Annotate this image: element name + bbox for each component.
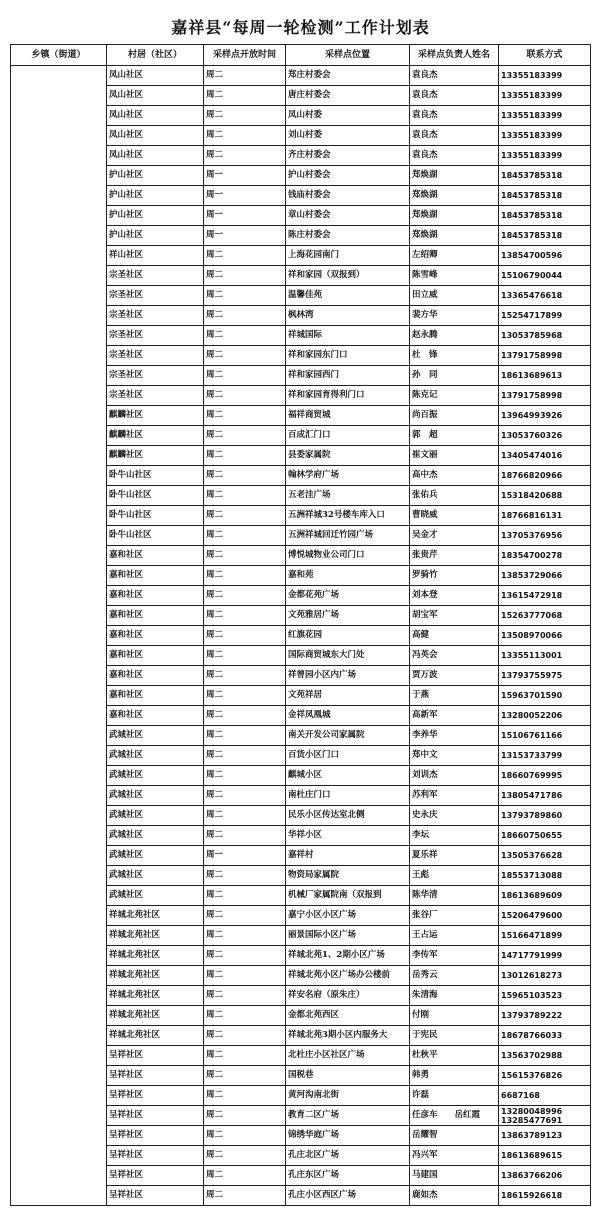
cell-open-time: 周一 xyxy=(204,186,286,206)
cell-contact: 13508970066 xyxy=(499,626,591,646)
cell-contact: 15318420688 xyxy=(499,486,591,506)
cell-location: 丽景国际小区广场 xyxy=(286,926,410,946)
cell-contact: 18613689613 xyxy=(499,366,591,386)
cell-person: 高中杰 xyxy=(410,466,499,486)
cell-location: 祥城国际 xyxy=(286,326,410,346)
cell-open-time: 周二 xyxy=(204,146,286,166)
cell-contact: 14717791999 xyxy=(499,946,591,966)
cell-community: 凤山社区 xyxy=(107,146,204,166)
cell-person: 尚百振 xyxy=(410,406,499,426)
cell-town xyxy=(11,66,107,1206)
cell-open-time: 周二 xyxy=(204,906,286,926)
cell-location: 孔庄小区西区广场 xyxy=(286,1186,410,1206)
cell-open-time: 周二 xyxy=(204,466,286,486)
cell-community: 呈祥社区 xyxy=(107,1166,204,1186)
cell-location: 北杜庄小区社区广场 xyxy=(286,1046,410,1066)
cell-person: 任彦车 岳红霞 xyxy=(410,1106,499,1126)
cell-open-time: 周二 xyxy=(204,306,286,326)
cell-contact: 15263777068 xyxy=(499,606,591,626)
cell-community: 卧牛山社区 xyxy=(107,526,204,546)
cell-community: 武城社区 xyxy=(107,886,204,906)
cell-contact: 13791758998 xyxy=(499,386,591,406)
cell-open-time: 周二 xyxy=(204,406,286,426)
header-contact: 联系方式 xyxy=(499,45,591,66)
cell-person: 王彪 xyxy=(410,866,499,886)
cell-person: 李坛 xyxy=(410,826,499,846)
cell-community: 祥城北苑社区 xyxy=(107,906,204,926)
cell-contact: 15166471899 xyxy=(499,926,591,946)
cell-contact: 13793789860 xyxy=(499,806,591,826)
cell-person: 袁良杰 xyxy=(410,66,499,86)
cell-community: 嘉和社区 xyxy=(107,646,204,666)
cell-person: 袁良杰 xyxy=(410,106,499,126)
cell-open-time: 周二 xyxy=(204,126,286,146)
cell-person: 韩勇 xyxy=(410,1066,499,1086)
cell-location: 五老洼广场 xyxy=(286,486,410,506)
cell-contact: 18613689615 xyxy=(499,1146,591,1166)
cell-location: 郑庄村委会 xyxy=(286,66,410,86)
cell-location: 物资局家属院 xyxy=(286,866,410,886)
cell-location: 祥安名府（原朱庄） xyxy=(286,986,410,1006)
cell-location: 教育二区广场 xyxy=(286,1106,410,1126)
cell-location: 陈庄村委会 xyxy=(286,226,410,246)
cell-community: 麒麟社区 xyxy=(107,446,204,466)
cell-location: 华祥小区 xyxy=(286,826,410,846)
cell-community: 护山社区 xyxy=(107,166,204,186)
cell-person: 赵永腾 xyxy=(410,326,499,346)
cell-location: 文苑雅居广场 xyxy=(286,606,410,626)
cell-open-time: 周二 xyxy=(204,1146,286,1166)
cell-person: 崔文丽 xyxy=(410,446,499,466)
cell-person: 杜 锋 xyxy=(410,346,499,366)
cell-community: 嘉和社区 xyxy=(107,686,204,706)
cell-person: 张贵芹 xyxy=(410,546,499,566)
cell-contact: 18615926618 xyxy=(499,1186,591,1206)
cell-person: 左绍卿 xyxy=(410,246,499,266)
cell-contact: 15106790044 xyxy=(499,266,591,286)
cell-contact: 18660750655 xyxy=(499,826,591,846)
cell-contact: 13280052206 xyxy=(499,706,591,726)
cell-contact: 13854700596 xyxy=(499,246,591,266)
cell-community: 武城社区 xyxy=(107,806,204,826)
header-row xyxy=(11,45,591,66)
cell-location: 祥城北苑3期小区内服务大 xyxy=(286,1026,410,1046)
cell-location: 博悦城物业公司门口 xyxy=(286,546,410,566)
cell-person: 岳耀智 xyxy=(410,1126,499,1146)
cell-person: 陈雪峰 xyxy=(410,266,499,286)
cell-person: 张谷厂 xyxy=(410,906,499,926)
cell-open-time: 周二 xyxy=(204,346,286,366)
cell-community: 卧牛山社区 xyxy=(107,466,204,486)
cell-person: 苏利军 xyxy=(410,786,499,806)
cell-contact: 15106761166 xyxy=(499,726,591,746)
cell-contact: 13153733799 xyxy=(499,746,591,766)
cell-community: 呈祥社区 xyxy=(107,1066,204,1086)
cell-location: 祥和家园西门 xyxy=(286,366,410,386)
cell-community: 麒麟社区 xyxy=(107,426,204,446)
cell-community: 祥山社区 xyxy=(107,246,204,266)
cell-community: 祥城北苑社区 xyxy=(107,986,204,1006)
cell-open-time: 周一 xyxy=(204,206,286,226)
header-location: 采样点位置 xyxy=(286,45,410,66)
cell-person: 鹿如杰 xyxy=(410,1186,499,1206)
cell-person: 马建国 xyxy=(410,1166,499,1186)
cell-open-time: 周一 xyxy=(204,226,286,246)
cell-community: 呈祥社区 xyxy=(107,1186,204,1206)
table-row xyxy=(11,66,591,86)
cell-location: 五洲祥城32号楼车库入口 xyxy=(286,506,410,526)
cell-open-time: 周二 xyxy=(204,1186,286,1206)
cell-person: 郑中文 xyxy=(410,746,499,766)
cell-open-time: 周二 xyxy=(204,606,286,626)
contact-line: 13285477691 xyxy=(501,1115,563,1125)
cell-person: 陈华清 xyxy=(410,886,499,906)
cell-contact: 13355183399 xyxy=(499,146,591,166)
cell-location: 凤山村委 xyxy=(286,106,410,126)
cell-open-time: 周二 xyxy=(204,1166,286,1186)
cell-contact: 13012618273 xyxy=(499,966,591,986)
cell-location: 南杜庄门口 xyxy=(286,786,410,806)
cell-location: 红旗花园 xyxy=(286,626,410,646)
cell-contact: 13863789123 xyxy=(499,1126,591,1146)
cell-person: 袁良杰 xyxy=(410,126,499,146)
cell-open-time: 周一 xyxy=(204,166,286,186)
header-open-time: 采样点开放时间 xyxy=(204,45,286,66)
cell-contact: 13053760326 xyxy=(499,426,591,446)
cell-person: 曹晓威 xyxy=(410,506,499,526)
cell-contact xyxy=(499,1106,591,1126)
cell-community: 嘉和社区 xyxy=(107,706,204,726)
cell-contact: 18453785318 xyxy=(499,186,591,206)
cell-open-time: 周二 xyxy=(204,786,286,806)
cell-contact: 13505376628 xyxy=(499,846,591,866)
cell-contact: 13615472918 xyxy=(499,586,591,606)
header-person: 采样点负责人姓名 xyxy=(410,45,499,66)
cell-open-time: 周一 xyxy=(204,846,286,866)
cell-open-time: 周二 xyxy=(204,1026,286,1046)
cell-community: 宗圣社区 xyxy=(107,306,204,326)
cell-community: 祥城北苑社区 xyxy=(107,966,204,986)
cell-community: 武城社区 xyxy=(107,766,204,786)
cell-contact: 13863766206 xyxy=(499,1166,591,1186)
cell-open-time: 周二 xyxy=(204,106,286,126)
cell-location: 金都花苑广场 xyxy=(286,586,410,606)
cell-open-time: 周二 xyxy=(204,86,286,106)
cell-open-time: 周二 xyxy=(204,866,286,886)
cell-contact: 15615376826 xyxy=(499,1066,591,1086)
cell-person: 冯英会 xyxy=(410,646,499,666)
cell-location: 锦绣华庭广场 xyxy=(286,1126,410,1146)
cell-open-time: 周二 xyxy=(204,766,286,786)
cell-community: 呈祥社区 xyxy=(107,1126,204,1146)
cell-community: 宗圣社区 xyxy=(107,386,204,406)
cell-location: 文苑祥居 xyxy=(286,686,410,706)
cell-location: 祥城北苑1、2期小区广场 xyxy=(286,946,410,966)
cell-person: 刘训杰 xyxy=(410,766,499,786)
cell-community: 祥城北苑社区 xyxy=(107,946,204,966)
cell-person: 岳秀云 xyxy=(410,966,499,986)
cell-open-time: 周二 xyxy=(204,1046,286,1066)
cell-community: 宗圣社区 xyxy=(107,266,204,286)
cell-location: 福祥商贸城 xyxy=(286,406,410,426)
cell-open-time: 周二 xyxy=(204,926,286,946)
cell-person: 付刚 xyxy=(410,1006,499,1026)
cell-community: 凤山社区 xyxy=(107,86,204,106)
cell-open-time: 周二 xyxy=(204,1126,286,1146)
cell-person: 袁良杰 xyxy=(410,146,499,166)
cell-person: 裴方华 xyxy=(410,306,499,326)
cell-location: 祥城北苑小区广场办公楼前 xyxy=(286,966,410,986)
cell-contact: 13355183399 xyxy=(499,66,591,86)
cell-location: 祥曾园小区内广场 xyxy=(286,666,410,686)
cell-person: 陈克记 xyxy=(410,386,499,406)
cell-person: 田立威 xyxy=(410,286,499,306)
cell-open-time: 周二 xyxy=(204,506,286,526)
cell-contact: 13964993926 xyxy=(499,406,591,426)
cell-contact: 13405474016 xyxy=(499,446,591,466)
cell-person: 吴金才 xyxy=(410,526,499,546)
cell-open-time: 周二 xyxy=(204,946,286,966)
cell-open-time: 周二 xyxy=(204,686,286,706)
cell-community: 嘉和社区 xyxy=(107,546,204,566)
cell-open-time: 周二 xyxy=(204,646,286,666)
cell-community: 呈祥社区 xyxy=(107,1106,204,1126)
cell-location: 麒城小区 xyxy=(286,766,410,786)
cell-person: 杜秋平 xyxy=(410,1046,499,1066)
cell-contact: 13853729066 xyxy=(499,566,591,586)
cell-community: 武城社区 xyxy=(107,786,204,806)
cell-contact: 15963701590 xyxy=(499,686,591,706)
cell-open-time: 周二 xyxy=(204,546,286,566)
cell-community: 武城社区 xyxy=(107,866,204,886)
cell-contact: 13365476618 xyxy=(499,286,591,306)
cell-community: 嘉和社区 xyxy=(107,666,204,686)
cell-location: 黄河沟南北街 xyxy=(286,1086,410,1106)
cell-open-time: 周二 xyxy=(204,1006,286,1026)
cell-person: 贾万波 xyxy=(410,666,499,686)
cell-open-time: 周二 xyxy=(204,886,286,906)
cell-location: 上海花园南门 xyxy=(286,246,410,266)
cell-person: 朱清海 xyxy=(410,986,499,1006)
cell-community: 宗圣社区 xyxy=(107,346,204,366)
cell-community: 武城社区 xyxy=(107,826,204,846)
cell-contact: 13563702988 xyxy=(499,1046,591,1066)
cell-open-time: 周二 xyxy=(204,586,286,606)
cell-location: 县委家属院 xyxy=(286,446,410,466)
cell-contact: 18453785318 xyxy=(499,206,591,226)
cell-community: 护山社区 xyxy=(107,226,204,246)
cell-location: 温馨佳苑 xyxy=(286,286,410,306)
cell-open-time: 周二 xyxy=(204,826,286,846)
cell-community: 武城社区 xyxy=(107,746,204,766)
cell-community: 护山社区 xyxy=(107,186,204,206)
cell-community: 宗圣社区 xyxy=(107,326,204,346)
cell-contact: 15965103523 xyxy=(499,986,591,1006)
cell-community: 嘉和社区 xyxy=(107,626,204,646)
cell-contact: 18766820966 xyxy=(499,466,591,486)
cell-open-time: 周二 xyxy=(204,326,286,346)
cell-person: 胡宝军 xyxy=(410,606,499,626)
cell-location: 钱庙村委会 xyxy=(286,186,410,206)
cell-contact: 13355113001 xyxy=(499,646,591,666)
cell-community: 卧牛山社区 xyxy=(107,486,204,506)
cell-contact: 13355183399 xyxy=(499,106,591,126)
cell-contact: 13793755975 xyxy=(499,666,591,686)
cell-person: 高新军 xyxy=(410,706,499,726)
cell-location: 民乐小区传达室北侧 xyxy=(286,806,410,826)
cell-community: 呈祥社区 xyxy=(107,1086,204,1106)
cell-person: 郑焕湖 xyxy=(410,226,499,246)
header-community: 村居（社区） xyxy=(107,45,204,66)
cell-contact: 13705376956 xyxy=(499,526,591,546)
cell-location: 嘉宁小区小区广场 xyxy=(286,906,410,926)
cell-person: 罗骑竹 xyxy=(410,566,499,586)
cell-community: 武城社区 xyxy=(107,846,204,866)
cell-contact: 18678766033 xyxy=(499,1026,591,1046)
cell-community: 护山社区 xyxy=(107,206,204,226)
cell-open-time: 周二 xyxy=(204,366,286,386)
cell-person: 李养华 xyxy=(410,726,499,746)
cell-person: 史永庆 xyxy=(410,806,499,826)
cell-location: 护山村委会 xyxy=(286,166,410,186)
cell-location: 嘉和苑 xyxy=(286,566,410,586)
cell-location: 国税巷 xyxy=(286,1066,410,1086)
cell-location: 祥和家园育得利门口 xyxy=(286,386,410,406)
plan-table xyxy=(10,44,591,1206)
cell-community: 嘉和社区 xyxy=(107,606,204,626)
cell-community: 嘉和社区 xyxy=(107,586,204,606)
cell-open-time: 周二 xyxy=(204,266,286,286)
cell-community: 呈祥社区 xyxy=(107,1046,204,1066)
cell-community: 祥城北苑社区 xyxy=(107,1006,204,1026)
cell-contact: 15254717899 xyxy=(499,306,591,326)
cell-open-time: 周二 xyxy=(204,626,286,646)
cell-contact: 13805471786 xyxy=(499,786,591,806)
cell-contact: 18553713088 xyxy=(499,866,591,886)
cell-contact: 13355183399 xyxy=(499,126,591,146)
cell-contact: 6687168 xyxy=(499,1086,591,1106)
cell-community: 祥城北苑社区 xyxy=(107,1026,204,1046)
cell-person: 张佑兵 xyxy=(410,486,499,506)
cell-open-time: 周二 xyxy=(204,746,286,766)
cell-person: 于宪民 xyxy=(410,1026,499,1046)
cell-person: 王占运 xyxy=(410,926,499,946)
cell-location: 祥和家园（双报到） xyxy=(286,266,410,286)
cell-contact: 13053785968 xyxy=(499,326,591,346)
cell-person: 夏乐祥 xyxy=(410,846,499,866)
cell-contact: 18354700278 xyxy=(499,546,591,566)
cell-location: 齐庄村委会 xyxy=(286,146,410,166)
cell-open-time: 周二 xyxy=(204,1086,286,1106)
cell-person: 郭 超 xyxy=(410,426,499,446)
cell-location: 孔庄北区广场 xyxy=(286,1146,410,1166)
cell-location: 枫林湾 xyxy=(286,306,410,326)
cell-location: 金祥凤凰城 xyxy=(286,706,410,726)
cell-open-time: 周二 xyxy=(204,446,286,466)
cell-location: 嘉祥村 xyxy=(286,846,410,866)
cell-location: 祥和家园东门口 xyxy=(286,346,410,366)
cell-open-time: 周二 xyxy=(204,1106,286,1126)
cell-open-time: 周二 xyxy=(204,246,286,266)
cell-person: 冯兴军 xyxy=(410,1146,499,1166)
cell-contact: 18453785318 xyxy=(499,226,591,246)
cell-person: 郑焕湖 xyxy=(410,206,499,226)
cell-open-time: 周二 xyxy=(204,986,286,1006)
cell-community: 武城社区 xyxy=(107,726,204,746)
cell-contact: 18613689609 xyxy=(499,886,591,906)
cell-location: 翰林学府广场 xyxy=(286,466,410,486)
cell-contact: 13355183399 xyxy=(499,86,591,106)
contact-line: 13280048996 xyxy=(501,1106,563,1116)
cell-contact: 18453785318 xyxy=(499,166,591,186)
cell-open-time: 周二 xyxy=(204,486,286,506)
cell-contact: 18766816131 xyxy=(499,506,591,526)
cell-location: 机械厂家属院南（双报到 xyxy=(286,886,410,906)
cell-location: 百货小区门口 xyxy=(286,746,410,766)
cell-location: 刘山村委 xyxy=(286,126,410,146)
cell-open-time: 周二 xyxy=(204,386,286,406)
cell-contact: 15206479600 xyxy=(499,906,591,926)
cell-community: 祥城北苑社区 xyxy=(107,926,204,946)
cell-person: 高健 xyxy=(410,626,499,646)
cell-location: 孔庄东区广场 xyxy=(286,1166,410,1186)
cell-open-time: 周二 xyxy=(204,526,286,546)
header-town: 乡镇（街道） xyxy=(11,45,107,66)
cell-open-time: 周二 xyxy=(204,806,286,826)
cell-open-time: 周二 xyxy=(204,566,286,586)
cell-open-time: 周二 xyxy=(204,966,286,986)
cell-person: 李传军 xyxy=(410,946,499,966)
cell-open-time: 周二 xyxy=(204,1066,286,1086)
cell-community: 凤山社区 xyxy=(107,126,204,146)
cell-open-time: 周二 xyxy=(204,426,286,446)
cell-community: 宗圣社区 xyxy=(107,286,204,306)
cell-open-time: 周二 xyxy=(204,706,286,726)
cell-contact: 13793789222 xyxy=(499,1006,591,1026)
cell-person: 于燕 xyxy=(410,686,499,706)
table-body xyxy=(11,66,591,1206)
cell-person: 孙 同 xyxy=(410,366,499,386)
cell-open-time: 周二 xyxy=(204,286,286,306)
cell-contact: 13791758998 xyxy=(499,346,591,366)
cell-location: 五洲祥城回迁竹园广场 xyxy=(286,526,410,546)
cell-person: 许磊 xyxy=(410,1086,499,1106)
cell-open-time: 周二 xyxy=(204,666,286,686)
cell-person: 郑焕湖 xyxy=(410,186,499,206)
cell-community: 麒麟社区 xyxy=(107,406,204,426)
cell-person: 袁良杰 xyxy=(410,86,499,106)
cell-community: 呈祥社区 xyxy=(107,1146,204,1166)
cell-location: 南关开发公司家属院 xyxy=(286,726,410,746)
cell-community: 凤山社区 xyxy=(107,106,204,126)
cell-location: 百成汇门口 xyxy=(286,426,410,446)
cell-contact: 18660769995 xyxy=(499,766,591,786)
cell-person: 刘本登 xyxy=(410,586,499,606)
cell-person: 郑焕湖 xyxy=(410,166,499,186)
cell-location: 金都北苑西区 xyxy=(286,1006,410,1026)
cell-location: 章山村委会 xyxy=(286,206,410,226)
cell-community: 嘉和社区 xyxy=(107,566,204,586)
cell-community: 宗圣社区 xyxy=(107,366,204,386)
cell-open-time: 周二 xyxy=(204,66,286,86)
cell-community: 卧牛山社区 xyxy=(107,506,204,526)
cell-community: 凤山社区 xyxy=(107,66,204,86)
cell-open-time: 周二 xyxy=(204,726,286,746)
cell-location: 国际商贸城东大门处 xyxy=(286,646,410,666)
page-title: 嘉祥县“每周一轮检测”工作计划表 xyxy=(171,18,430,37)
cell-location: 唐庄村委会 xyxy=(286,86,410,106)
